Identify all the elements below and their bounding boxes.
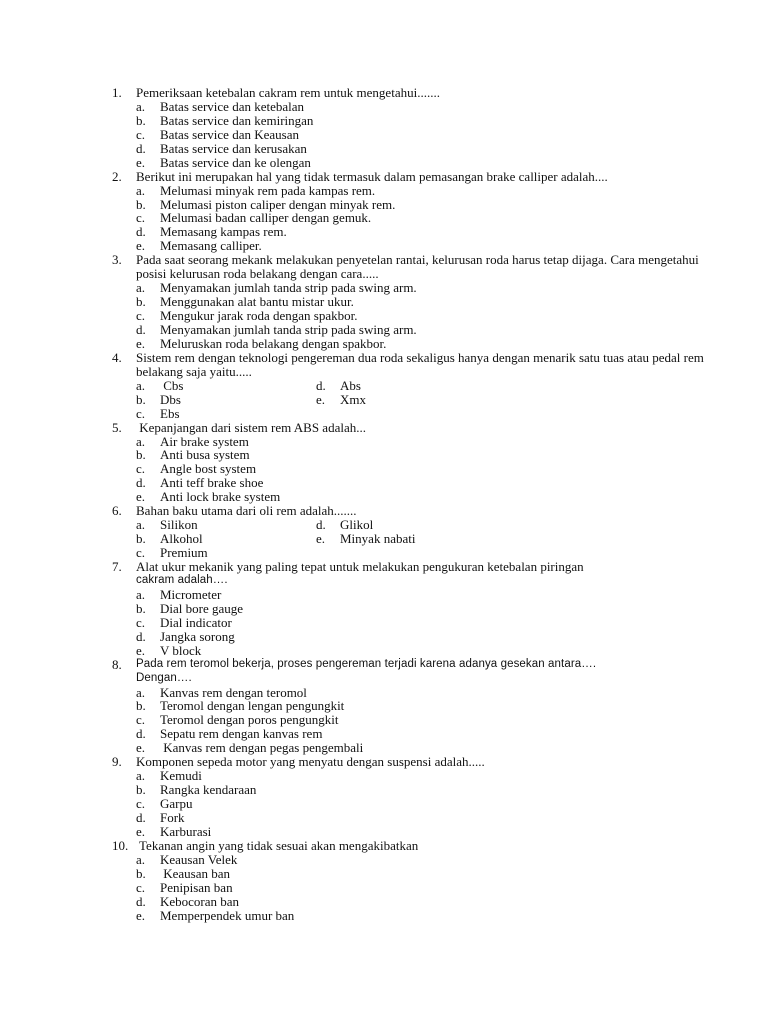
option-c [136,211,712,225]
question-text: Pada rem teromol bekerja, proses pengereman terjadi karena adanya gesekan antara…. [136,657,597,670]
question-6 [112,504,712,560]
option-text: Penipisan ban [160,879,233,895]
option-text: Batas service dan ketebalan [160,98,305,114]
option-c [136,881,712,895]
option-a [136,379,336,393]
option-b [136,114,712,128]
option-letter: b. [136,698,146,714]
option-b [136,699,712,713]
option-letter: b. [136,600,146,616]
option-letter: a. [136,377,146,393]
option-d [136,323,712,337]
option-b [136,783,712,797]
question-number: 10. [112,837,129,853]
option-b [136,448,712,462]
option-c [136,616,712,630]
option-e [136,741,712,755]
option-text: Dial indicator [160,614,232,630]
question-9 [112,755,712,839]
option-a [136,518,336,532]
option-text: Ebs [160,405,180,421]
option-text: Memperpendek umur ban [160,907,295,923]
option-text: Melumasi piston caliper dengan minyak rem. [160,196,396,212]
option-a [136,100,712,114]
question-4 [112,351,712,421]
option-letter: a. [136,182,146,198]
option-letter: c. [136,126,146,142]
option-a [136,281,712,295]
option-letter: d. [136,628,146,644]
option-letter: b. [136,447,146,463]
question-10 [112,839,712,923]
question-number: 1. [112,85,122,100]
option-text: Rangka kendaraan [160,782,257,798]
quiz-document [112,86,712,922]
option-text: V block [160,642,202,658]
option-text: Batas service dan kerusakan [160,140,307,156]
option-e [136,825,712,839]
question-number: 2. [112,168,122,184]
option-letter: d. [136,726,146,742]
option-text: Air brake system [160,433,249,449]
question-7 [112,560,712,658]
question-2 [112,170,712,254]
option-letter: a. [136,98,146,114]
option-e [136,239,712,253]
option-letter: b. [136,196,146,212]
option-text: Premium [160,545,208,561]
option-text: Anti teff brake shoe [160,475,264,491]
option-letter: b. [136,865,146,881]
option-text: Mengukur jarak roda dengan spakbor. [160,308,358,324]
option-letter: b. [136,782,146,798]
option-text: Fork [160,809,185,825]
option-letter: e. [136,823,146,839]
option-text: Sepatu rem dengan kanvas rem [160,726,323,742]
option-a [136,686,712,700]
option-letter: b. [136,531,146,547]
option-letter: e. [136,740,146,756]
option-letter: a. [136,280,146,296]
option-a [136,184,712,198]
question-text-continued: cakram adalah…. [136,573,228,586]
option-letter: c. [136,210,146,226]
option-text: Alkohol [160,531,203,547]
option-text: Keausan Velek [160,851,238,867]
option-list [136,853,712,923]
option-text: Teromol dengan lengan pengungkit [160,698,345,714]
question-text: Tekanan angin yang tidak sesuai akan mengakibatkan [136,837,419,853]
option-letter: a. [136,768,146,784]
option-list [136,769,712,839]
option-c [136,713,712,727]
option-letter: c. [136,879,146,895]
option-c [136,128,712,142]
option-letter: a. [136,684,146,700]
option-e [136,490,712,504]
option-e [136,337,712,351]
option-list [136,435,712,505]
option-a [136,853,712,867]
option-c [136,407,336,421]
option-text: Silikon [160,517,198,533]
option-d [136,476,712,490]
question-number: 4. [112,349,122,365]
option-text: Kanvas rem dengan pegas pengembali [160,740,364,756]
option-letter: e. [136,154,146,170]
option-text: Glikol [340,517,374,533]
option-b [136,867,712,881]
option-c [136,309,712,323]
option-text: Xmx [340,391,366,407]
option-list [136,281,712,351]
option-letter: d. [136,893,146,909]
question-8 [112,658,712,756]
question-number: 8. [112,656,122,672]
option-e [136,909,712,923]
option-text: Kemudi [160,768,202,784]
question-number: 9. [112,754,122,770]
option-letter: e. [136,642,146,658]
option-c [136,797,712,811]
option-b [136,295,712,309]
option-e [136,156,712,170]
option-text: Menyamakan jumlah tanda strip pada swing arm. [160,280,417,296]
option-text: Kebocoran ban [160,893,240,909]
question-text: Komponen sepeda motor yang menyatu dengan suspensi adalah..... [136,754,485,770]
option-letter: d. [136,809,146,825]
option-letter: d. [136,224,146,240]
option-b [136,198,712,212]
question-3 [112,253,712,351]
option-grid [136,518,712,560]
option-letter: c. [136,461,146,477]
option-text: Batas service dan ke olengan [160,154,311,170]
option-text: Minyak nabati [340,531,416,547]
option-text: Memasang calliper. [160,238,262,254]
option-letter: a. [136,586,146,602]
option-letter: d. [136,475,146,491]
question-text: Kepanjangan dari sistem rem ABS adalah... [136,419,366,435]
option-text: Menggunakan alat bantu mistar ukur. [160,294,354,310]
question-5 [112,421,712,505]
option-letter: e. [316,531,326,547]
option-list [136,184,712,254]
option-text: Meluruskan roda belakang dengan spakbor. [160,335,387,351]
option-text: Anti busa system [160,447,250,463]
option-d [136,142,712,156]
option-letter: e. [136,907,146,923]
option-text: Keausan ban [160,865,231,881]
question-text: Pada saat seorang mekank melakukan penyetelan rantai, kelurusan roda harus tetap dijaga. Cara mengetahui posisi kelurusan roda belakang dengan cara..... [136,252,699,282]
option-d [136,225,712,239]
option-text: Dbs [160,391,181,407]
option-text: Jangka sorong [160,628,235,644]
option-e [136,644,712,658]
option-text: Batas service dan Keausan [160,126,299,142]
question-number: 3. [112,252,122,268]
option-text: Karburasi [160,823,212,839]
option-letter: b. [136,112,146,128]
question-text: Bahan baku utama dari oli rem adalah....... [136,503,357,519]
option-list [136,686,712,756]
option-letter: e. [136,335,146,351]
option-a [136,435,712,449]
option-b [136,532,336,546]
question-number: 6. [112,503,122,519]
option-letter: a. [136,433,146,449]
question-text: Alat ukur mekanik yang paling tepat untuk melakukan pengukuran ketebalan piringan [136,559,584,574]
option-c [136,546,336,560]
option-letter: d. [136,140,146,156]
option-list [136,588,712,658]
option-text: Abs [340,377,361,393]
option-letter: c. [136,308,146,324]
option-text: Anti lock brake system [160,489,281,505]
option-letter: c. [136,712,146,728]
question-text: Pemeriksaan ketebalan cakram rem untuk mengetahui....... [136,85,440,100]
question-number: 5. [112,419,122,435]
option-letter: d. [316,517,326,533]
option-b [136,602,712,616]
option-letter: c. [136,405,146,421]
option-grid [136,379,712,421]
option-letter: e. [136,489,146,505]
option-text: Kanvas rem dengan teromol [160,684,307,700]
option-letter: a. [136,851,146,867]
option-d [136,895,712,909]
option-a [136,769,712,783]
question-text: Berikut ini merupakan hal yang tidak termasuk dalam pemasangan brake calliper adalah.... [136,168,608,184]
option-text: Garpu [160,796,193,812]
option-text: Melumasi minyak rem pada kampas rem. [160,182,376,198]
option-letter: b. [136,294,146,310]
option-list [136,100,712,170]
option-text: Micrometer [160,586,222,602]
option-text: Menyamakan jumlah tanda strip pada swing arm. [160,322,417,337]
option-letter: a. [136,517,146,533]
option-text: Teromol dengan poros pengungkit [160,712,339,728]
option-letter: d. [136,322,146,337]
option-letter: b. [136,391,146,407]
question-text: Sistem rem dengan teknologi pengereman dua roda sekaligus hanya dengan menarik satu tuas atau pedal rem belakang saja yaitu..... [136,349,704,379]
option-a [136,588,712,602]
option-letter: d. [316,377,326,393]
option-letter: c. [136,796,146,812]
option-text: Melumasi badan calliper dengan gemuk. [160,210,372,226]
option-text: Cbs [160,377,184,393]
option-text: Batas service dan kemiringan [160,112,314,128]
option-text: Dial bore gauge [160,600,244,616]
option-text: Angle bost system [160,461,257,477]
option-d [136,630,712,644]
option-letter: c. [136,614,146,630]
option-c [136,462,712,476]
option-d [136,727,712,741]
question-text-continued: Dengan…. [136,671,192,684]
option-d [136,811,712,825]
option-b [136,393,336,407]
question-number: 7. [112,559,122,574]
option-letter: e. [136,238,146,254]
option-letter: c. [136,545,146,561]
question-1 [112,86,712,170]
option-letter: e. [316,391,326,407]
option-text: Memasang kampas rem. [160,224,287,240]
